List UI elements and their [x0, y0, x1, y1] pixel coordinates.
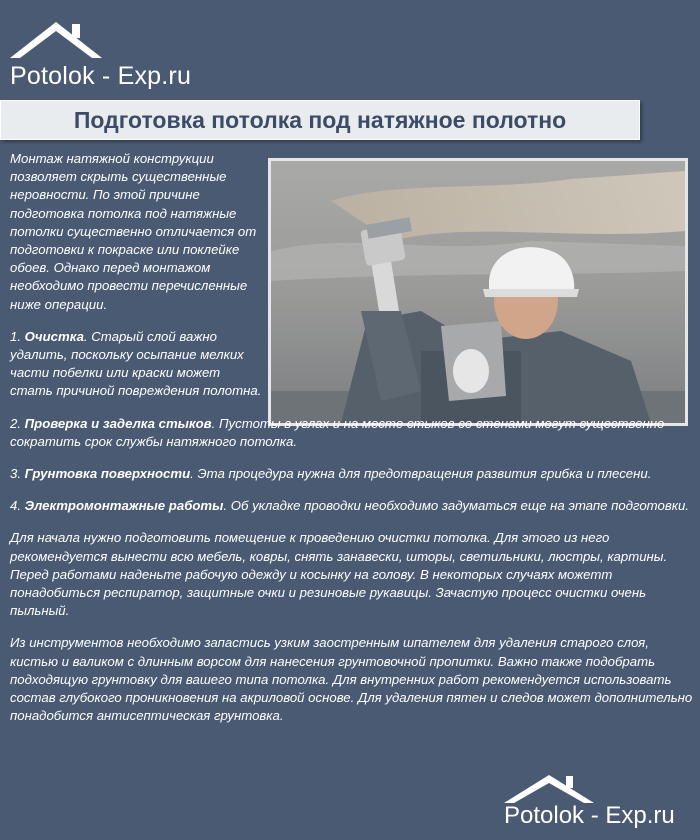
step-heading: Грунтовка поверхности	[24, 466, 191, 482]
house-roof-icon	[504, 772, 594, 806]
step-heading: Очистка	[24, 328, 84, 344]
site-logo-top[interactable]	[8, 18, 208, 90]
house-roof-icon	[10, 18, 102, 62]
title-bar	[0, 100, 640, 140]
tools-paragraph: Из инструментов необходимо запастись узким заостренным шпателем для удаления старого слоя, кистью и валиком с длинным ворсом для нанесения грунтовочной пропитки. Важно также подобрать подходящую грунтовку для вашего типа потолка. Для внутренних работ рекомендуется использовать состав глубокого проникновения на акриловой основе. Для удаления пятен и следов может дополнительно понадобится антисептическая грунтовка.	[10, 635, 693, 724]
step-heading: Электромонтажные работы	[24, 498, 224, 514]
intro-paragraph: Монтаж натяжной конструкции позволяет скрыть существенные неровности. По этой причине подготовка потолка под натяжные потолки существенно отличается от подготовки к покраске или поклейке обоев. Однако перед монтажом необходимо провести перечисленные ниже операции.	[10, 151, 257, 312]
step-joints: 2. Проверка и заделка стыков. Пустоты в углах и на месте стыков со стенами могут существенно сократить срок службы натяжного потолка.	[10, 415, 665, 449]
logo-text: Potolok - Exp.ru	[10, 62, 192, 90]
step-primer: 3. Грунтовка поверхности. Эта процедура нужна для предотвращения развития грибка и плесени.	[10, 466, 652, 482]
site-logo-bottom[interactable]	[504, 772, 700, 834]
page-title: Подготовка потолка под натяжное полотно	[73, 106, 567, 133]
step-heading: Проверка и заделка стыков	[24, 415, 212, 431]
prep-paragraph: Для начала нужно подготовить помещение к проведению очистки потолка. Для этого из него рекомендуется вынести всю мебель, ковры, снять занавески, шторы, светильники, люстры, картины. Перед работами наденьте рабочую одежду и косынку на голову. В некоторых случаях можетт понадобиться респиратор, защитные очки и резиновые рукавицы. Зачастую процесс очистки очень пыльный.	[10, 530, 668, 619]
step-electrical: 4. Электромонтажные работы. Об укладке проводки необходимо задуматься еще на этапе подготовки.	[10, 498, 689, 514]
logo-text: Potolok - Exp.ru	[504, 802, 675, 829]
article-body	[10, 150, 695, 725]
step-cleaning: 1. Очистка. Старый слой важно удалить, поскольку осыпание мелких части побелки или краски может стать причиной повреждения полотна.	[10, 328, 262, 399]
